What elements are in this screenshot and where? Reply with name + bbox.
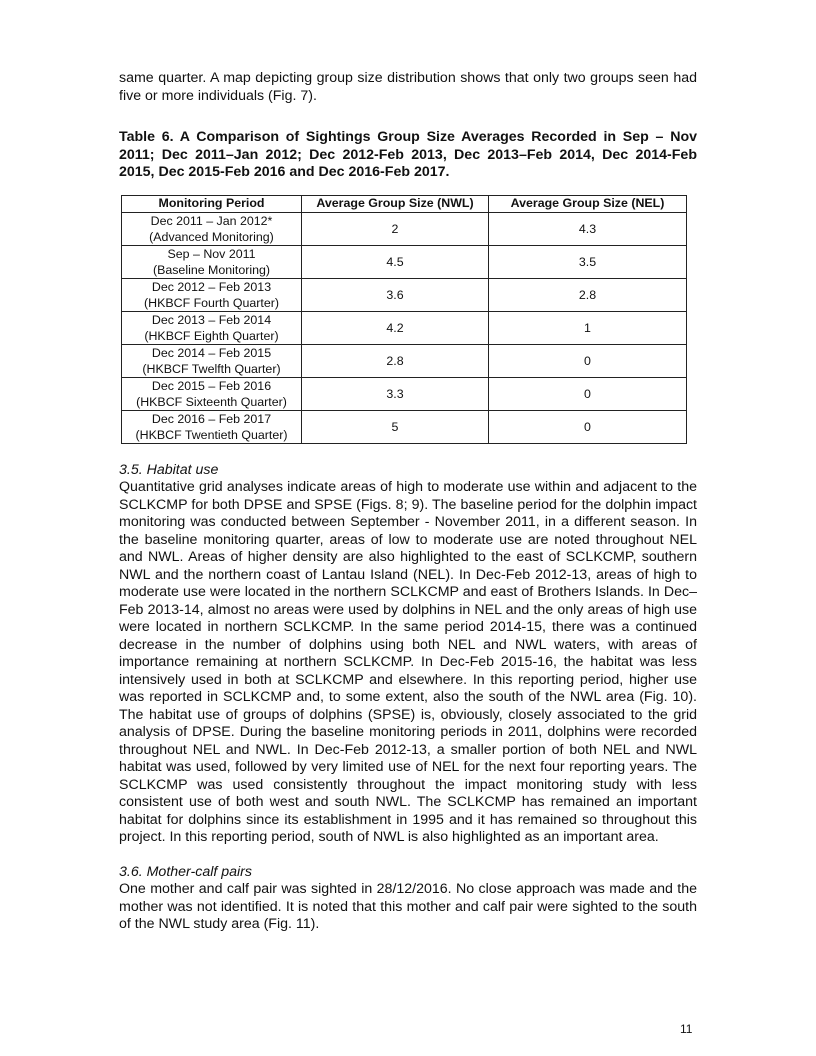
- nel-value: 1: [489, 311, 687, 344]
- mother-calf-paragraph: One mother and calf pair was sighted in 28/12/2016. No close approach was made and the mother was not identified. It is noted that this mother and calf pair were sighted to the south of the NWL study area (Fig. 11).: [119, 881, 697, 932]
- nel-value: 0: [489, 410, 687, 443]
- nel-value: 4.3: [489, 212, 687, 245]
- group-size-table: [121, 195, 687, 444]
- nwl-value: 4.5: [302, 245, 489, 278]
- table-row: [122, 377, 687, 410]
- nel-value: 3.5: [489, 245, 687, 278]
- period-note: (HKBCF Fourth Quarter): [144, 295, 279, 310]
- intro-paragraph: same quarter. A map depicting group size distribution shows that only two groups seen had five or more individuals (Fig. 7).: [119, 70, 697, 104]
- table-row: [122, 278, 687, 311]
- habitat-use-paragraph: Quantitative grid analyses indicate areas of high to moderate use within and adjacent to the SCLKCMP for both DPSE and SPSE (Figs. 8; 9). The baseline period for the dolphin impact monitoring was conducted between September - November 2011, in a different season. In the baseline monitoring quarter, areas of low to moderate use are noted throughout NEL and NWL. Areas of higher density are also highlighted to the east of SCLKCMP, southern NWL and the northern coast of Lantau Island (NEL). In Dec-Feb 2012-13, areas of high to moderate use were located in the northern SCLKCMP and east of Brothers Islands. In Dec–Feb 2013-14, almost no areas were used by dolphins in NEL and the only areas of high use were located in northern SCLKCMP. In the same period 2014-15, there was a continued decrease in the number of dolphins using both NEL and NWL waters, with areas of importance remaining at northern SCLKCMP. In Dec-Feb 2015-16, the habitat was less intensively used in both at SCLKCMP and elsewhere. In this reporting period, higher use was reported in SCLKCMP and, to some extent, also the south of the NWL area (Fig. 10). The habitat use of groups of dolphins (SPSE) is, obviously, closely associated to the grid analysis of DPSE. During the baseline monitoring periods in 2011, dolphins were recorded throughout NEL and NWL. In Dec-Feb 2012-13, a smaller portion of both NEL and NWL habitat was used, followed by very limited use of NEL for the next four reporting years. The SCLKCMP was used consistently throughout the impact monitoring study with less consistent use of both west and south NWL. The SCLKCMP has remained an important habitat for dolphins since its establishment in 1995 and it has remained so throughout this project. In this reporting period, south of NWL is also highlighted as an important area.: [119, 479, 697, 845]
- table-row: [122, 212, 687, 245]
- header-monitoring-period: Monitoring Period: [122, 195, 302, 212]
- header-avg-nwl: Average Group Size (NWL): [302, 195, 489, 212]
- page-number: 11: [680, 1022, 693, 1036]
- period-dates: Dec 2016 – Feb 2017: [151, 411, 272, 426]
- period-cell: [122, 344, 302, 377]
- period-dates: Dec 2011 – Jan 2012*: [150, 213, 273, 228]
- nwl-value: 2.8: [302, 344, 489, 377]
- table-row: [122, 344, 687, 377]
- nwl-value: 2: [302, 212, 489, 245]
- period-dates: Dec 2012 – Feb 2013: [151, 279, 272, 294]
- table-row: [122, 311, 687, 344]
- period-dates: Sep – Nov 2011: [167, 246, 256, 261]
- document-page: [119, 70, 697, 934]
- period-cell: [122, 245, 302, 278]
- period-note: (HKBCF Eighth Quarter): [144, 328, 279, 343]
- period-note: (HKBCF Sixteenth Quarter): [136, 394, 287, 409]
- period-note: (HKBCF Twentieth Quarter): [135, 427, 288, 442]
- nwl-value: 5: [302, 410, 489, 443]
- period-cell: [122, 377, 302, 410]
- period-dates: Dec 2013 – Feb 2014: [151, 312, 272, 327]
- period-dates: Dec 2015 – Feb 2016: [151, 378, 272, 393]
- period-dates: Dec 2014 – Feb 2015: [151, 345, 272, 360]
- table-row: [122, 245, 687, 278]
- period-cell: [122, 311, 302, 344]
- period-cell: [122, 278, 302, 311]
- section-heading-habitat-use: 3.5. Habitat use: [119, 461, 219, 478]
- table-caption: Table 6. A Comparison of Sightings Group Size Averages Recorded in Sep – Nov 2011; Dec 2011–Jan 2012; Dec 2012-Feb 2013, Dec 2013–Feb 2014, Dec 2014-Feb 2015, Dec 2015-Feb 2016 and Dec 2016-Feb 2017.: [119, 129, 697, 180]
- period-cell: [122, 212, 302, 245]
- section-heading-mother-calf: 3.6. Mother-calf pairs: [119, 863, 253, 880]
- nel-value: 0: [489, 344, 687, 377]
- table-row: [122, 410, 687, 443]
- nwl-value: 4.2: [302, 311, 489, 344]
- period-note: (Advanced Monitoring): [149, 229, 274, 244]
- header-avg-nel: Average Group Size (NEL): [489, 195, 687, 212]
- period-cell: [122, 410, 302, 443]
- nwl-value: 3.3: [302, 377, 489, 410]
- period-note: (HKBCF Twelfth Quarter): [142, 361, 281, 376]
- nwl-value: 3.6: [302, 278, 489, 311]
- nel-value: 0: [489, 377, 687, 410]
- period-note: (Baseline Monitoring): [152, 262, 271, 277]
- table-header-row: [122, 195, 687, 212]
- nel-value: 2.8: [489, 278, 687, 311]
